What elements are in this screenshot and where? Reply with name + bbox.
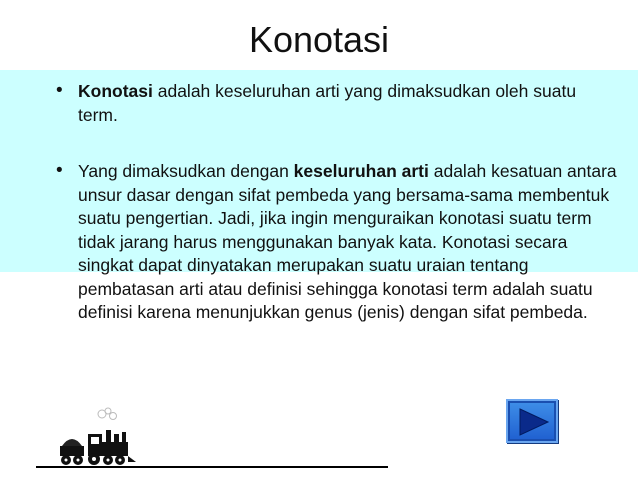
ground-line	[36, 466, 388, 468]
bullet-marker: •	[56, 80, 63, 101]
slide-title: Konotasi	[248, 19, 390, 60]
term-bold: keseluruhan arti	[293, 161, 429, 181]
term-bold: Konotasi	[78, 81, 153, 101]
bullet-1-text: adalah keseluruhan arti yang dimaksudkan oleh suatu term.	[78, 81, 577, 125]
bullet-point-1	[78, 80, 598, 127]
play-right-icon	[516, 407, 550, 437]
bullet-2-text-after: adalah kesatuan antara unsur dasar dengan sifat pembeda yang bersama-sama membentuk suatu pengertian. Jadi, jika ingin menguraikan konotasi suatu term tidak jarang harus menggunakan banyak kata. Konotasi secara singkat dapat dinyatakan merupakan suatu uraian tentang pembatasan arti atau definisi sehingga konotasi term adalah suatu definisi karena menunjukkan genus (jenis) dengan sifat pembeda.	[78, 161, 617, 322]
next-slide-button[interactable]	[506, 399, 558, 443]
bullet-2-text-before: Yang dimaksudkan dengan	[78, 161, 294, 181]
bullet-marker: •	[56, 160, 63, 181]
bullet-point-2	[78, 160, 623, 325]
steam-train-icon	[58, 404, 138, 466]
